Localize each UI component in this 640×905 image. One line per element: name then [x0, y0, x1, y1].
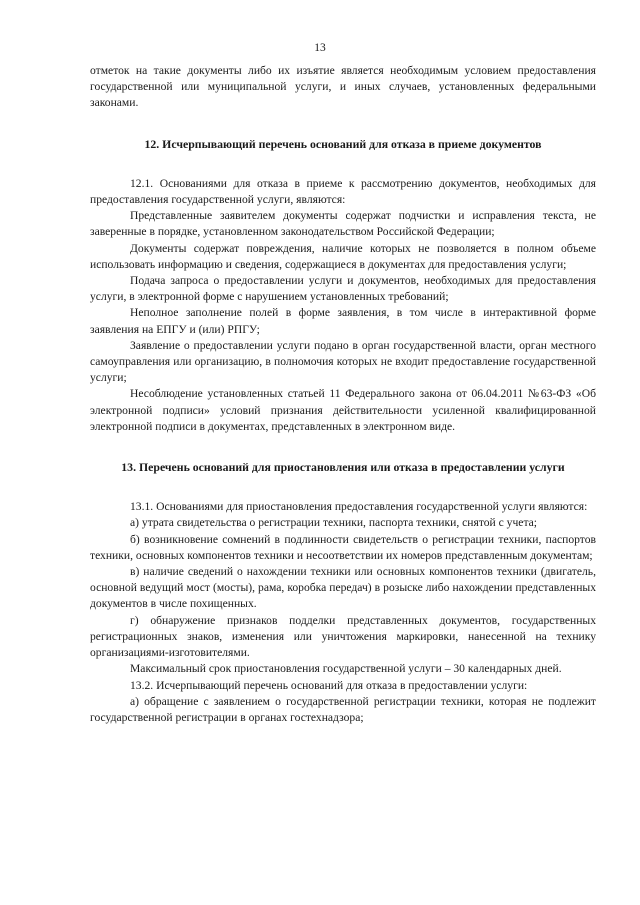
section-12-paragraph: Заявление о предоставлении услуги подано в орган государственной власти, орган местного самоуправления или организацию, в полномочия которых не входит предоставление государственной услуги;: [90, 338, 596, 385]
section-13-paragraph: 13.1. Основаниями для приостановления предоставления государственной услуги являются:: [130, 500, 588, 514]
section-12-paragraph: Представленные заявителем документы содержат подчистки и исправления текста, не заверенные в порядке, установленном законодательством Российской Федерации;: [90, 209, 596, 239]
section-13-paragraph: б) возникновение сомнений в подлинности свидетельств о регистрации техники, паспортов техники, основных компонентов техники и несоответствии их номеров представленным документам;: [90, 532, 596, 562]
section-13-paragraph: в) наличие сведений о нахождении техники или основных компонентов техники (двигатель, основной ведущий мост (мосты), рама, коробка передач) в розыске либо нахождении представленных документов в числе похищенных.: [90, 565, 596, 611]
intro-paragraph: отметок на такие документы либо их изъятие является необходимым условием предоставления государственной или муниципальной услуги, и иных случаев, установленных федеральными законами.: [90, 64, 596, 110]
section-12-paragraph: Несоблюдение установленных статьей 11 Федерального закона от 06.04.2011 №63-ФЗ «Об электронной подписи» условий признания действительности усиленной квалифицированной электронной подписи в документах, представленных в электронном виде.: [90, 387, 596, 433]
page-content: [90, 63, 596, 726]
section-13-paragraph: а) обращение с заявлением о государственной регистрации техники, которая не подлежит государственной регистрации в органах гостехнадзора;: [90, 694, 596, 724]
section-13-heading: 13. Перечень оснований для приостановления или отказа в предоставлении услуги: [121, 460, 565, 475]
section-12-paragraph: Подача запроса о предоставлении услуги и документов, необходимых для предоставления услуги, в электронной форме с нарушением установленных требований;: [90, 274, 596, 304]
section-13-paragraph: г) обнаружение признаков подделки представленных документов, государственных регистрационных знаков, изменения или уничтожения маркировки, нанесенной на технику организациями-изготовителями.: [90, 613, 596, 660]
page-number: 13: [314, 42, 326, 54]
section-12-paragraph: Документы содержат повреждения, наличие которых не позволяется в полном объеме использовать информацию и сведения, содержащиеся в документах для предоставления услуги;: [90, 241, 596, 271]
section-12-paragraph: Неполное заполнение полей в форме заявления, в том числе в интерактивной форме заявления на ЕПГУ и (или) РПГУ;: [90, 306, 596, 336]
section-13-paragraph: а) утрата свидетельства о регистрации техники, паспорта техники, снятой с учета;: [130, 516, 538, 530]
section-12-paragraph: 12.1. Основаниями для отказа в приеме к рассмотрению документов, необходимых для предоставления государственной услуги, являются:: [90, 176, 596, 207]
section-13-paragraph: 13.2. Исчерпывающий перечень оснований для отказа в предоставлении услуги:: [130, 678, 528, 692]
section-12-heading: 12. Исчерпывающий перечень оснований для отказа в приеме документов: [144, 136, 542, 151]
section-13-paragraph: Максимальный срок приостановления государственной услуги – 30 календарных дней.: [130, 662, 562, 676]
